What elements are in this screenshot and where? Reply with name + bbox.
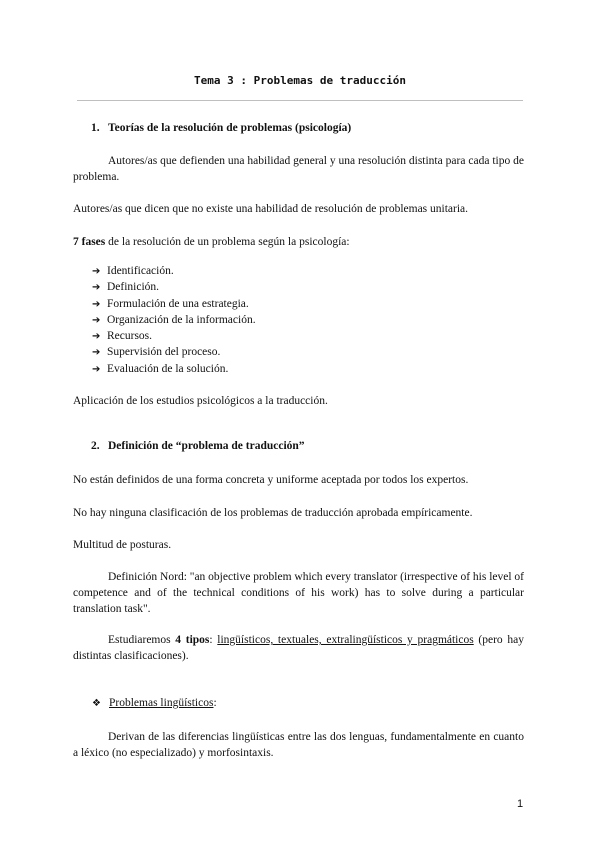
paragraph-nord-definition: Definición Nord: "an objective problem which every translator (irrespective of his level of competence and of the technical conditions of his work) has to solve during a particular translation task". — [73, 571, 524, 615]
section-1-heading — [91, 122, 351, 134]
types-count: 4 tipos — [175, 634, 210, 646]
phases-intro-text: de la resolución de un problema según la psicología: — [105, 236, 350, 248]
paragraph-multitude: Multitud de posturas. — [73, 539, 172, 551]
section-2-title: Definición de “problema de traducción” — [108, 440, 305, 452]
title-divider — [77, 100, 523, 101]
paragraph-four-types: Estudiaremos 4 tipos: lingüísticos, textuales, extralingüísticos y pragmáticos (pero hay distintas clasificaciones). — [73, 634, 524, 662]
list-item: ➔ Definición. — [92, 279, 256, 295]
arrow-right-icon: ➔ — [92, 266, 101, 277]
paragraph-application: Aplicación de los estudios psicológicos a la traducción. — [73, 395, 328, 407]
arrow-right-icon: ➔ — [92, 314, 101, 326]
section-1-title: Teorías de la resolución de problemas (psicología) — [108, 122, 352, 134]
arrow-right-icon: ➔ — [92, 331, 101, 343]
arrow-right-icon: ➔ — [92, 363, 101, 375]
list-item: ➔ Organización de la información. — [92, 312, 256, 328]
section-2-number: 2. — [91, 440, 100, 452]
phases-list — [92, 263, 256, 377]
arrow-right-icon: ➔ — [92, 347, 101, 359]
paragraph-general-ability: Autores/as que defienden una habilidad general y una resolución distinta para cada tipo de problema. — [73, 155, 524, 183]
paragraph-phases-intro — [73, 234, 524, 250]
paragraph-no-unitary-ability: Autores/as que dicen que no existe una habilidad de resolución de problemas unitaria. — [73, 203, 469, 215]
subsection-title: Problemas lingüísticos — [109, 697, 214, 709]
arrow-right-icon: ➔ — [92, 282, 101, 294]
paragraph-linguistic-differences: Derivan de las diferencias lingüísticas entre las dos lenguas, fundamentalmente en cuanto a léxico (no especializado) y morfosintaxis. — [73, 731, 524, 759]
paragraph-no-classification: No hay ninguna clasificación de los problemas de traducción aprobada empíricamente. — [73, 507, 473, 519]
arrow-right-icon: ➔ — [92, 298, 101, 310]
phases-count: 7 fases — [73, 236, 106, 248]
section-2-heading — [91, 440, 305, 452]
list-item: ➔ Formulación de una estrategia. — [92, 296, 256, 312]
subsection-heading: ❖ Problemas lingüísticos: — [92, 697, 217, 709]
list-item: ➔ Evaluación de la solución. — [92, 361, 256, 377]
section-1-number: 1. — [91, 122, 100, 134]
paragraph-not-defined: No están definidos de una forma concreta y uniforme aceptada por todos los expertos. — [73, 474, 469, 486]
document-title: Tema 3 : Problemas de traducción — [194, 74, 406, 87]
diamond-bullet-icon: ❖ — [92, 698, 101, 709]
types-list: lingüísticos, textuales, extralingüísticos y pragmáticos — [217, 634, 474, 646]
list-item: ➔ Recursos. — [92, 328, 256, 344]
list-item: ➔ Supervisión del proceso. — [92, 344, 256, 360]
page-number: 1 — [517, 798, 524, 810]
list-item: ➔ Identificación. — [92, 263, 256, 279]
